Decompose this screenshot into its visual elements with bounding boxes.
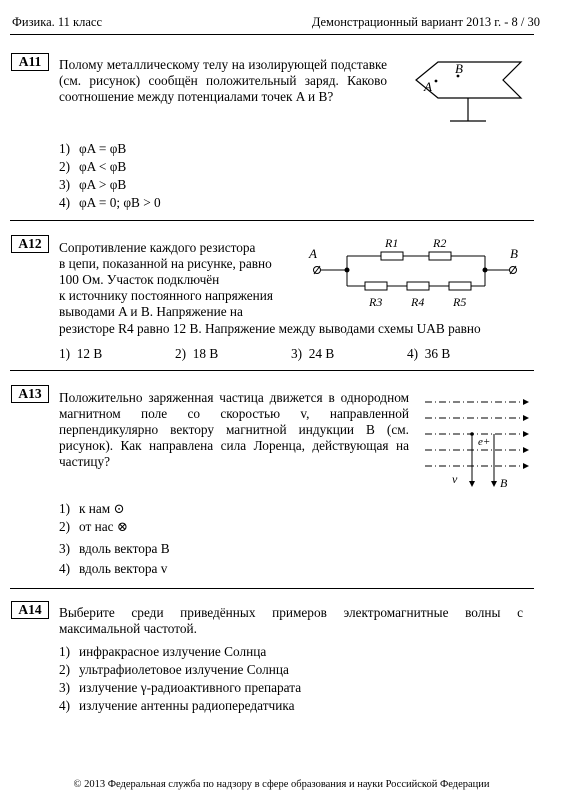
terminal-b-label: B (510, 246, 518, 261)
separator-a11 (10, 220, 534, 221)
r1-label: R1 (385, 236, 399, 250)
question-number-a12: А12 (11, 235, 49, 253)
resistor-r4 (407, 282, 429, 290)
question-text-a14: Выберите среди приведённых примеров электромагнитные волны с максимальной частотой. (59, 605, 523, 636)
option-a12-2[interactable]: 2) 18 В (175, 346, 219, 361)
header-rule (10, 34, 534, 35)
resistor-r2 (429, 252, 451, 260)
question-number-a11: А11 (11, 53, 49, 71)
option-a13-4[interactable]: 4) вдоль вектора v (59, 561, 168, 576)
magnetic-field-figure (420, 390, 532, 490)
separator-a13 (10, 588, 534, 589)
option-a13-3[interactable]: 3) вдоль вектора B (59, 541, 170, 556)
question-text-a11: Полому металлическому телу на изолирующей подставке (см. рисунок) сообщён положительный заряд. Каково соотношение между потенциалами точек A и B? (59, 57, 387, 104)
option-a12-3[interactable]: 3) 24 В (291, 346, 335, 361)
option-a14-3[interactable]: 3) излучение γ-радиоактивного препарата (59, 680, 302, 695)
question-number-a14: А14 (11, 601, 49, 619)
charged-body-figure (408, 58, 528, 134)
question-text-a12-full: резисторе R4 равно 12 В. Напряжение между выводами схемы UAB равно (59, 321, 481, 336)
option-a14-1[interactable]: 1) инфракрасное излучение Солнца (59, 644, 267, 659)
option-a11-2[interactable]: 2) φA < φB (59, 159, 127, 174)
r3-label: R3 (369, 295, 383, 309)
option-a14-2[interactable]: 2) ультрафиолетовое излучение Солнца (59, 662, 289, 677)
separator-a12 (10, 370, 534, 371)
question-text-a13: Положительно заряженная частица движется в однородном магнитном поле со скоростью v, направленной перпендикулярно вектору магнитной индукции B (см. рисунок). Как направлена сила Лоренца, действующая на частицу? (59, 390, 409, 469)
r4-label: R4 (411, 295, 425, 309)
copyright-footer: © 2013 Федеральная служба по надзору в сфере образования и науки Российской Федерации (73, 779, 490, 790)
resistor-r5 (449, 282, 471, 290)
terminal-a-label: A (309, 246, 317, 261)
point-b-label: B (455, 61, 463, 76)
question-number-a13: А13 (11, 385, 49, 403)
option-a11-1[interactable]: 1) φA = φB (59, 141, 127, 156)
option-a12-4[interactable]: 4) 36 В (407, 346, 451, 361)
option-a13-2[interactable]: 2) от нас ⊗ (59, 519, 128, 534)
point-a-label: A (424, 79, 432, 94)
circuit-figure (305, 236, 527, 312)
option-a14-4[interactable]: 4) излучение антенны радиопередатчика (59, 698, 295, 713)
variant-header: Демонстрационный вариант 2013 г. - 8 / 30 (311, 15, 540, 29)
point-a-dot (435, 80, 438, 83)
resistor-r1 (381, 252, 403, 260)
option-a13-1[interactable]: 1) к нам ⊙ (59, 501, 125, 516)
b-label: B (500, 476, 508, 490)
option-a12-1[interactable]: 1) 12 В (59, 346, 103, 361)
subject-header: Физика. 11 класс (12, 15, 102, 29)
option-a11-3[interactable]: 3) φA > φB (59, 177, 127, 192)
particle-label: e+ (478, 436, 491, 448)
option-a11-4[interactable]: 4) φA = 0; φB > 0 (59, 195, 161, 210)
velocity-label: v (452, 472, 458, 486)
r5-label: R5 (453, 295, 467, 309)
r2-label: R2 (433, 236, 447, 250)
resistor-r3 (365, 282, 387, 290)
question-text-a12-lines: Сопротивление каждого резистора в цепи, показанной на рисунке, равно 100 Ом. Участок подключён к источнику постоянного напряжения выводами A и B. Напряжение на (59, 240, 274, 319)
